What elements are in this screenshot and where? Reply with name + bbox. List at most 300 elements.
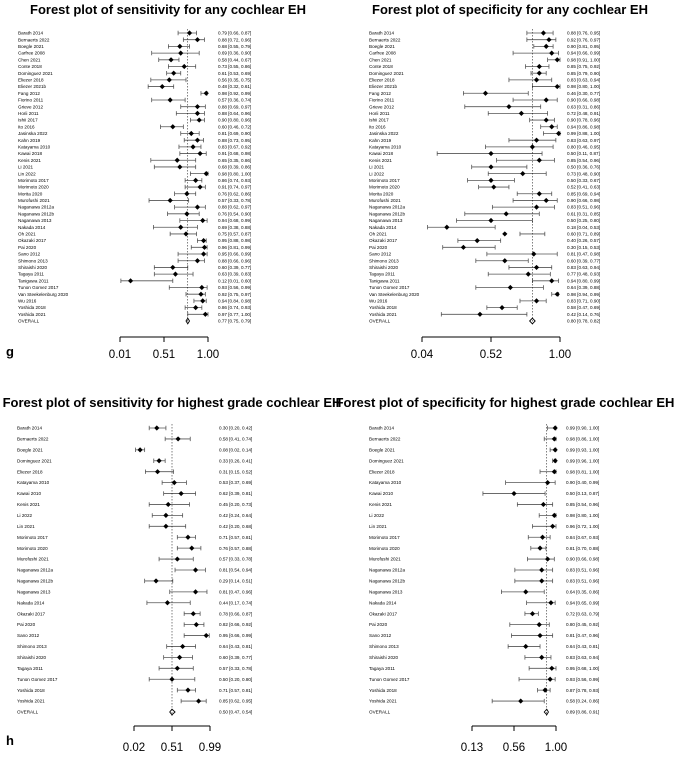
study-label: Kahn 2019 (18, 137, 41, 143)
point-estimate (537, 633, 542, 638)
study-label: Yoshida 2021 (17, 698, 45, 704)
point-estimate (488, 178, 493, 183)
overall-label: OVERALL (18, 318, 40, 324)
study-label: Jasinska 2022 (18, 131, 48, 137)
estimate-ci-text: 0.64 [0.35, 0.86] (566, 589, 600, 595)
estimate-ci-text: 0.90 [0.66, 0.98] (566, 556, 600, 562)
study-label: Sano 2012 (369, 251, 392, 257)
estimate-ci-text: 0.90 [0.80, 0.96] (218, 117, 252, 123)
x-axis-tick-label: 0.56 (502, 742, 526, 754)
study-label: Grieve 2012 (18, 104, 44, 110)
point-estimate (556, 131, 561, 136)
study-label: Okazaki 2017 (369, 238, 398, 244)
estimate-ci-text: 0.83 [0.71, 0.90] (567, 298, 601, 304)
study-label: Fang 2012 (369, 90, 391, 96)
point-estimate (199, 285, 204, 290)
point-estimate (537, 546, 542, 551)
estimate-ci-text: 0.50 [0.36, 0.76] (567, 164, 601, 170)
point-estimate (545, 556, 550, 561)
point-estimate (177, 164, 182, 169)
estimate-ci-text: 0.95 [0.66, 0.99] (219, 633, 253, 639)
study-label: Van Steekelenburg 2020 (369, 291, 420, 297)
point-estimate (531, 251, 536, 256)
point-estimate (195, 104, 200, 109)
point-estimate (168, 97, 173, 102)
estimate-ci-text: 0.95 [0.68, 1.00] (566, 665, 600, 671)
estimate-ci-text: 0.95 [0.88, 0.98] (218, 238, 252, 244)
study-label: Yoshida 2021 (369, 311, 397, 317)
overall-diamond (170, 709, 175, 715)
study-label: Dominguez 2021 (18, 70, 53, 76)
study-label: Morita 2020 (369, 191, 394, 197)
estimate-ci-text: 0.72 [0.48, 0.91] (567, 110, 601, 116)
study-label: Oh 2021 (369, 231, 387, 237)
estimate-ci-text: 0.86 [0.74, 0.93] (218, 305, 252, 311)
point-estimate (163, 524, 168, 529)
study-label: Barath 2014 (17, 425, 43, 431)
estimate-ci-text: 0.60 [0.39, 0.77] (219, 654, 253, 660)
point-estimate (128, 278, 133, 283)
study-label: Bernaerts 2022 (369, 37, 401, 43)
x-axis-tick-label: 1.00 (196, 349, 220, 361)
x-axis-tick-label: 0.52 (479, 349, 503, 361)
study-label: Shimono 2013 (369, 644, 399, 650)
study-label: Nakada 2014 (369, 224, 397, 230)
study-label: Katayama 2010 (17, 480, 50, 486)
estimate-ci-text: 0.83 [0.63, 0.94] (566, 654, 600, 660)
point-estimate (475, 238, 480, 243)
estimate-ci-text: 0.58 [0.44, 0.67] (218, 57, 252, 63)
study-label: Fang 2012 (18, 90, 40, 96)
point-estimate (175, 158, 180, 163)
point-estimate (184, 211, 189, 216)
study-label: Morimoto 2017 (369, 177, 400, 183)
study-label: Naganawa 2013 (369, 218, 403, 224)
point-estimate (555, 292, 560, 297)
point-estimate (200, 298, 205, 303)
point-estimate (488, 164, 493, 169)
point-estimate (204, 633, 209, 638)
study-label: Dominguez 2021 (369, 458, 404, 464)
estimate-ci-text: 0.85 [0.54, 0.96] (567, 157, 601, 163)
point-estimate (537, 622, 542, 627)
estimate-ci-text: 0.91 [0.74, 0.97] (218, 184, 252, 190)
study-label: Tagaya 2011 (369, 665, 395, 671)
study-label: Boegle 2021 (369, 447, 395, 453)
point-estimate (175, 436, 180, 441)
point-estimate (185, 688, 190, 693)
study-label: Pai 2020 (17, 622, 36, 628)
estimate-ci-text: 0.99 [0.93, 1.00] (566, 447, 600, 453)
estimate-ci-text: 0.90 [0.40, 0.99] (566, 480, 600, 486)
point-estimate (177, 44, 182, 49)
study-label: Naganawa 2012a (369, 567, 406, 573)
point-estimate (518, 698, 523, 703)
estimate-ci-text: 0.88 [0.62, 0.97] (218, 204, 252, 210)
point-estimate (541, 30, 546, 35)
study-label: Oh 2021 (18, 231, 36, 237)
point-estimate (194, 622, 199, 627)
point-estimate (182, 64, 187, 69)
point-estimate (154, 425, 159, 430)
estimate-ci-text: 0.61 [0.31, 0.85] (567, 211, 601, 217)
study-label: Lin 2021 (369, 523, 387, 529)
study-label: Chen 2021 (18, 57, 41, 63)
point-estimate (197, 184, 202, 189)
estimate-ci-text: 0.83 [0.63, 0.94] (567, 265, 601, 271)
study-label: Eliezer 2021b (18, 84, 47, 90)
point-estimate (553, 458, 558, 463)
estimate-ci-text: 0.30 [0.15, 0.53] (567, 244, 601, 250)
estimate-ci-text: 0.79 [0.66, 0.87] (218, 30, 252, 36)
point-estimate (548, 600, 553, 605)
study-label: Tunon Gomez 2017 (17, 676, 58, 682)
point-estimate (153, 578, 158, 583)
estimate-ci-text: 0.42 [0.24, 0.64] (219, 512, 253, 518)
estimate-ci-text: 0.62 [0.39, 0.81] (219, 491, 253, 497)
point-estimate (197, 117, 202, 122)
point-estimate (504, 211, 509, 216)
study-label: Tanigawa 2011 (18, 278, 49, 284)
study-label: Morimoto 2017 (18, 177, 49, 183)
study-label: Eliezer 2018 (369, 469, 395, 475)
estimate-ci-text: 0.85 [0.75, 0.92] (567, 64, 601, 70)
point-estimate (530, 611, 535, 616)
study-label: Pai 2020 (18, 244, 37, 250)
study-label: Li 2022 (369, 171, 385, 177)
estimate-ci-text: 0.93 [0.56, 0.99] (218, 285, 252, 291)
study-label: Wu 2016 (369, 298, 388, 304)
estimate-ci-text: 0.81 [0.54, 0.94] (219, 567, 253, 573)
estimate-ci-text: 0.31 [0.15, 0.52] (219, 469, 253, 475)
point-estimate (534, 77, 539, 82)
estimate-ci-text: 0.40 [0.26, 0.57] (567, 238, 601, 244)
study-label: Kawai 2010 (369, 491, 394, 497)
estimate-ci-text: 0.88 [0.66, 0.96] (218, 258, 252, 264)
study-label: Tagaya 2011 (18, 271, 44, 277)
estimate-ci-text: 0.12 [0.01, 0.60] (218, 278, 252, 284)
study-label: Bernaerts 2022 (18, 37, 50, 43)
point-estimate (193, 567, 198, 572)
study-label: Morimoto 2020 (369, 184, 400, 190)
point-estimate (548, 677, 553, 682)
estimate-ci-text: 0.52 [0.41, 0.63] (567, 184, 601, 190)
study-label: Dominguez 2021 (17, 458, 52, 464)
study-label: Naganawa 2012a (369, 204, 406, 210)
study-label: Kenis 2021 (369, 502, 392, 508)
study-label: Ishii 2017 (18, 117, 38, 123)
estimate-ci-text: 0.83 [0.51, 0.96] (566, 567, 600, 573)
point-estimate (195, 138, 200, 143)
study-label: Li 2021 (18, 164, 34, 170)
study-label: Yoshida 2018 (18, 305, 46, 311)
study-label: Wu 2016 (18, 298, 37, 304)
point-estimate (555, 57, 560, 62)
overall-estimate-text: 0.89 [0.86, 0.91] (566, 709, 600, 715)
estimate-ci-text: 0.57 [0.33, 0.78] (219, 556, 253, 562)
point-estimate (506, 104, 511, 109)
estimate-ci-text: 0.98 [0.80, 1.00] (218, 171, 252, 177)
estimate-ci-text: 0.92 [0.75, 0.97] (218, 291, 252, 297)
point-estimate (193, 305, 198, 310)
study-label: Shiraishi 2020 (18, 265, 48, 271)
estimate-ci-text: 0.88 [0.73, 0.95] (218, 137, 252, 143)
study-label: Katayama 2010 (369, 480, 402, 486)
point-estimate (541, 502, 546, 507)
panel-label: g (6, 344, 14, 359)
point-estimate (178, 50, 183, 55)
study-label: Kahn 2019 (369, 137, 392, 143)
study-label: Okazaki 2017 (17, 611, 46, 617)
x-axis-tick-label: 0.13 (460, 742, 484, 754)
point-estimate (444, 225, 449, 230)
point-estimate (198, 292, 203, 297)
point-estimate (172, 480, 177, 485)
estimate-ci-text: 0.50 [0.13, 0.87] (566, 491, 600, 497)
point-estimate (189, 546, 194, 551)
estimate-ci-text: 0.71 [0.57, 0.81] (219, 687, 253, 693)
point-estimate (549, 50, 554, 55)
estimate-ci-text: 0.81 [0.70, 0.88] (566, 545, 600, 551)
study-label: Li 2022 (369, 512, 385, 518)
estimate-ci-text: 0.63 [0.31, 0.86] (567, 104, 601, 110)
point-estimate (523, 589, 528, 594)
point-estimate (537, 64, 542, 69)
chart-title: Forest plot of specificity for any cochlear EH (372, 2, 648, 17)
estimate-ci-text: 0.83 [0.63, 0.97] (567, 137, 601, 143)
point-estimate (540, 535, 545, 540)
point-estimate (178, 225, 183, 230)
estimate-ci-text: 0.60 [0.46, 0.72] (218, 124, 252, 130)
chart-title: Forest plot of sensitivity for highest grade cochlear EH (2, 395, 342, 410)
point-estimate (544, 44, 549, 49)
point-estimate (204, 91, 209, 96)
estimate-ci-text: 0.85 [0.79, 0.90] (567, 70, 601, 76)
estimate-ci-text: 0.83 [0.67, 0.92] (218, 144, 252, 150)
study-label: Sano 2012 (17, 633, 40, 639)
point-estimate (545, 480, 550, 485)
point-estimate (168, 198, 173, 203)
estimate-ci-text: 0.64 [0.43, 0.81] (566, 644, 600, 650)
overall-label: OVERALL (17, 709, 39, 715)
estimate-ci-text: 0.73 [0.48, 0.90] (567, 171, 601, 177)
study-label: Ishii 2017 (369, 117, 389, 123)
study-label: Eliezer 2018 (18, 77, 44, 83)
point-estimate (137, 447, 142, 452)
study-label: Barath 2014 (369, 30, 395, 36)
study-label: Morimoto 2020 (18, 184, 49, 190)
study-label: Tagaya 2011 (17, 665, 43, 671)
estimate-ci-text: 0.30 [0.20, 0.42] (219, 425, 253, 431)
point-estimate (537, 71, 542, 76)
estimate-ci-text: 0.76 [0.57, 0.88] (219, 545, 253, 551)
point-estimate (202, 245, 207, 250)
study-label: Nakada 2014 (369, 600, 397, 606)
study-label: Nakada 2014 (17, 600, 45, 606)
point-estimate (534, 298, 539, 303)
point-estimate (550, 524, 555, 529)
point-estimate (534, 205, 539, 210)
estimate-ci-text: 0.50 [0.11, 0.87] (567, 151, 600, 157)
point-estimate (549, 666, 554, 671)
study-label: Lin 2022 (18, 171, 36, 177)
study-label: Horii 2011 (18, 110, 39, 116)
panel-label: h (6, 733, 14, 748)
estimate-ci-text: 0.80 [0.45, 0.92] (566, 622, 600, 628)
study-label: Conte 2018 (369, 64, 393, 70)
study-label: Shiraishi 2020 (369, 654, 399, 660)
study-label: Ito 2016 (18, 124, 35, 130)
estimate-ci-text: 0.44 [0.17, 0.74] (219, 600, 253, 606)
study-label: Morimoto 2017 (369, 534, 400, 540)
estimate-ci-text: 0.42 [0.20, 0.68] (219, 523, 253, 529)
point-estimate (539, 567, 544, 572)
study-label: Conte 2018 (18, 64, 42, 70)
point-estimate (175, 556, 180, 561)
study-label: Okazaki 2017 (369, 611, 398, 617)
study-label: Tunon Gomez 2017 (369, 676, 410, 682)
study-label: Eliezer 2018 (17, 469, 43, 475)
point-estimate (170, 124, 175, 129)
estimate-ci-text: 0.98 [0.92, 0.99] (218, 90, 252, 96)
estimate-ci-text: 0.94 [0.66, 0.99] (567, 50, 601, 56)
estimate-ci-text: 0.88 [0.72, 0.96] (218, 37, 252, 43)
x-axis-tick-label: 0.51 (152, 349, 176, 361)
estimate-ci-text: 0.98 [0.91, 1.00] (567, 57, 601, 63)
estimate-ci-text: 0.58 [0.41, 0.74] (219, 436, 253, 442)
estimate-ci-text: 0.94 [0.65, 0.99] (566, 600, 600, 606)
study-label: Naganawa 2012b (369, 211, 406, 217)
study-label: Boegle 2021 (369, 43, 395, 49)
estimate-ci-text: 0.98 [0.94, 0.99] (567, 291, 601, 297)
study-label: Dominguez 2021 (369, 70, 404, 76)
estimate-ci-text: 0.63 [0.39, 0.83] (218, 271, 252, 277)
point-estimate (195, 111, 200, 116)
point-estimate (519, 111, 524, 116)
estimate-ci-text: 0.88 [0.64, 0.96] (218, 110, 252, 116)
point-estimate (166, 502, 171, 507)
estimate-ci-text: 0.80 [0.46, 0.95] (567, 144, 601, 150)
study-label: Shiraishi 2020 (369, 265, 399, 271)
point-estimate (184, 191, 189, 196)
estimate-ci-text: 0.83 [0.51, 0.96] (567, 204, 601, 210)
study-label: Boegle 2021 (18, 43, 44, 49)
point-estimate (195, 258, 200, 263)
study-label: Barath 2014 (18, 30, 44, 36)
study-label: Boegle 2021 (17, 447, 43, 453)
estimate-ci-text: 0.98 [0.81, 1.00] (566, 469, 600, 475)
study-label: Ito 2016 (369, 124, 386, 130)
study-label: Bernaerts 2022 (17, 436, 49, 442)
point-estimate (195, 205, 200, 210)
study-label: Sano 2012 (18, 251, 41, 257)
estimate-ci-text: 0.72 [0.63, 0.79] (566, 611, 600, 617)
point-estimate (549, 278, 554, 283)
x-axis-tick-label: 0.51 (160, 742, 184, 754)
study-label: Shimono 2013 (17, 644, 47, 650)
point-estimate (488, 218, 493, 223)
study-label: Kenis 2021 (17, 502, 40, 508)
estimate-ci-text: 0.33 [0.26, 0.41] (219, 458, 253, 464)
estimate-ci-text: 0.73 [0.55, 0.86] (218, 64, 252, 70)
estimate-ci-text: 0.96 [0.72, 1.00] (566, 523, 600, 529)
study-label: Carfree 2008 (18, 50, 45, 56)
study-label: Naganawa 2013 (18, 218, 52, 224)
study-label: Tanigawa 2011 (369, 278, 400, 284)
x-axis-tick-label: 0.02 (122, 742, 146, 754)
study-label: Morimoto 2017 (17, 534, 48, 540)
study-label: Li 2022 (17, 512, 33, 518)
study-label: Lin 2021 (17, 523, 35, 529)
study-label: Fiorino 2011 (369, 97, 395, 103)
study-label: Yoshida 2018 (369, 305, 397, 311)
study-label: Naganawa 2013 (17, 589, 51, 595)
point-estimate (555, 84, 560, 89)
study-label: Van Steekelenburg 2020 (18, 291, 69, 297)
estimate-ci-text: 0.98 [0.80, 1.00] (567, 84, 601, 90)
estimate-ci-text: 0.57 [0.36, 0.74] (218, 97, 252, 103)
point-estimate (201, 238, 206, 243)
estimate-ci-text: 0.88 [0.69, 0.97] (218, 104, 252, 110)
point-estimate (171, 71, 176, 76)
study-label: Sano 2012 (369, 633, 392, 639)
estimate-ci-text: 0.53 [0.37, 0.69] (219, 480, 253, 486)
estimate-ci-text: 0.60 [0.39, 0.77] (218, 265, 252, 271)
estimate-ci-text: 0.46 [0.30, 0.77] (567, 90, 601, 96)
estimate-ci-text: 0.76 [0.54, 0.90] (218, 211, 252, 217)
estimate-ci-text: 0.90 [0.66, 0.98] (567, 198, 601, 204)
estimate-ci-text: 0.90 [0.81, 0.95] (567, 43, 601, 49)
estimate-ci-text: 0.83 [0.51, 0.96] (566, 578, 600, 584)
estimate-ci-text: 0.94 [0.84, 0.98] (218, 298, 252, 304)
estimate-ci-text: 0.64 [0.43, 0.81] (219, 644, 253, 650)
estimate-ci-text: 0.81 [0.47, 0.96] (566, 633, 600, 639)
study-label: Morita 2020 (18, 191, 43, 197)
point-estimate (193, 178, 198, 183)
study-label: Fiorino 2011 (18, 97, 44, 103)
estimate-ci-text: 0.68 [0.39, 0.86] (218, 164, 252, 170)
study-label: Murofushi 2021 (369, 198, 401, 204)
estimate-ci-text: 0.61 [0.53, 0.69] (218, 70, 252, 76)
study-label: Li 2021 (369, 164, 385, 170)
point-estimate (193, 589, 198, 594)
study-label: Shimono 2013 (369, 258, 399, 264)
study-label: Yoshida 2021 (18, 311, 46, 317)
point-estimate (483, 91, 488, 96)
overall-label: OVERALL (369, 318, 391, 324)
x-axis-tick-label: 1.00 (548, 349, 572, 361)
point-estimate (160, 84, 165, 89)
study-label: Morimoto 2020 (369, 545, 400, 551)
study-label: Barath 2014 (369, 425, 395, 431)
study-label: Shimono 2013 (18, 258, 48, 264)
point-estimate (180, 644, 185, 649)
study-label: Kawai 2010 (17, 491, 42, 497)
point-estimate (155, 469, 160, 474)
estimate-ci-text: 0.95 [0.66, 0.99] (218, 251, 252, 257)
study-label: Bernaerts 2022 (369, 436, 401, 442)
point-estimate (553, 425, 558, 430)
x-axis-tick-label: 0.99 (198, 742, 222, 754)
estimate-ci-text: 0.76 [0.62, 0.86] (218, 191, 252, 197)
estimate-ci-text: 0.88 [0.76, 0.95] (567, 30, 601, 36)
estimate-ci-text: 0.64 [0.39, 0.88] (567, 285, 601, 291)
point-estimate (502, 231, 507, 236)
study-label: Murofushi 2021 (369, 556, 401, 562)
estimate-ci-text: 0.93 [0.56, 0.99] (566, 676, 600, 682)
point-estimate (196, 698, 201, 703)
estimate-ci-text: 0.94 [0.68, 0.99] (218, 218, 252, 224)
